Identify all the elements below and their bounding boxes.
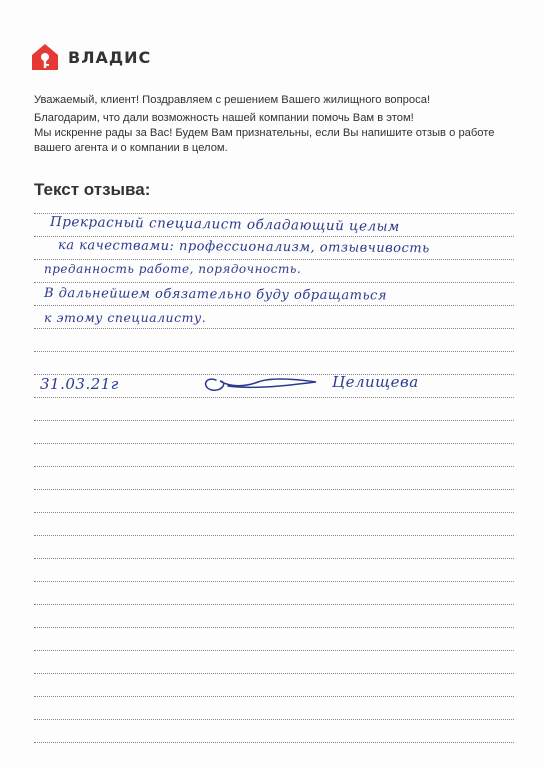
request-line-continued: вашего агента и о компании в целом.: [34, 142, 228, 154]
ruled-line: [34, 259, 514, 260]
ruled-line: [34, 282, 514, 283]
handwritten-line: В дальнейшем обязательно буду обращаться: [43, 286, 388, 304]
handwritten-signature-name: Целищева: [332, 373, 419, 391]
ruled-line: [34, 305, 514, 306]
ruled-line: [34, 696, 514, 697]
ruled-line: [34, 535, 514, 536]
ruled-line: [34, 742, 514, 743]
ruled-line: [34, 719, 514, 720]
ruled-line: [34, 236, 514, 237]
ruled-line: [34, 351, 514, 352]
ruled-line: [34, 673, 514, 674]
ruled-line: [34, 581, 514, 582]
ruled-line: [34, 466, 514, 467]
ruled-line: [34, 443, 514, 444]
thanks-line: Благодарим, что дали возможность нашей компании помочь Вам в этом!: [34, 112, 414, 124]
ruled-line: [34, 512, 514, 513]
brand-name: ВЛАДИС: [68, 47, 152, 67]
ruled-line: [34, 397, 514, 398]
signature: [198, 372, 318, 396]
greeting-line: Уважаемый, клиент! Поздравляем с решением Вашего жилищного вопроса!: [34, 94, 431, 106]
review-heading: Текст отзыва:: [34, 180, 151, 199]
handwritten-line: преданность работе, порядочность.: [44, 262, 302, 276]
ruled-line: [34, 489, 514, 490]
handwritten-line: к этому специалисту.: [44, 310, 207, 325]
handwritten-line: ка качествами: профессионализм, отзывчивость: [57, 238, 430, 257]
ruled-line: [34, 420, 514, 421]
ruled-line: [34, 604, 514, 605]
handwritten-date: 31.03.21г: [40, 375, 119, 393]
ruled-line: [34, 328, 514, 329]
ruled-line: [34, 650, 514, 651]
ruled-line: [34, 627, 514, 628]
handwritten-line: Прекрасный специалист обладающий целым: [49, 214, 400, 235]
ruled-line: [34, 558, 514, 559]
request-line: Мы искренне рады за Вас! Будем Вам признательны, если Вы напишите отзыв о работе: [34, 127, 495, 139]
